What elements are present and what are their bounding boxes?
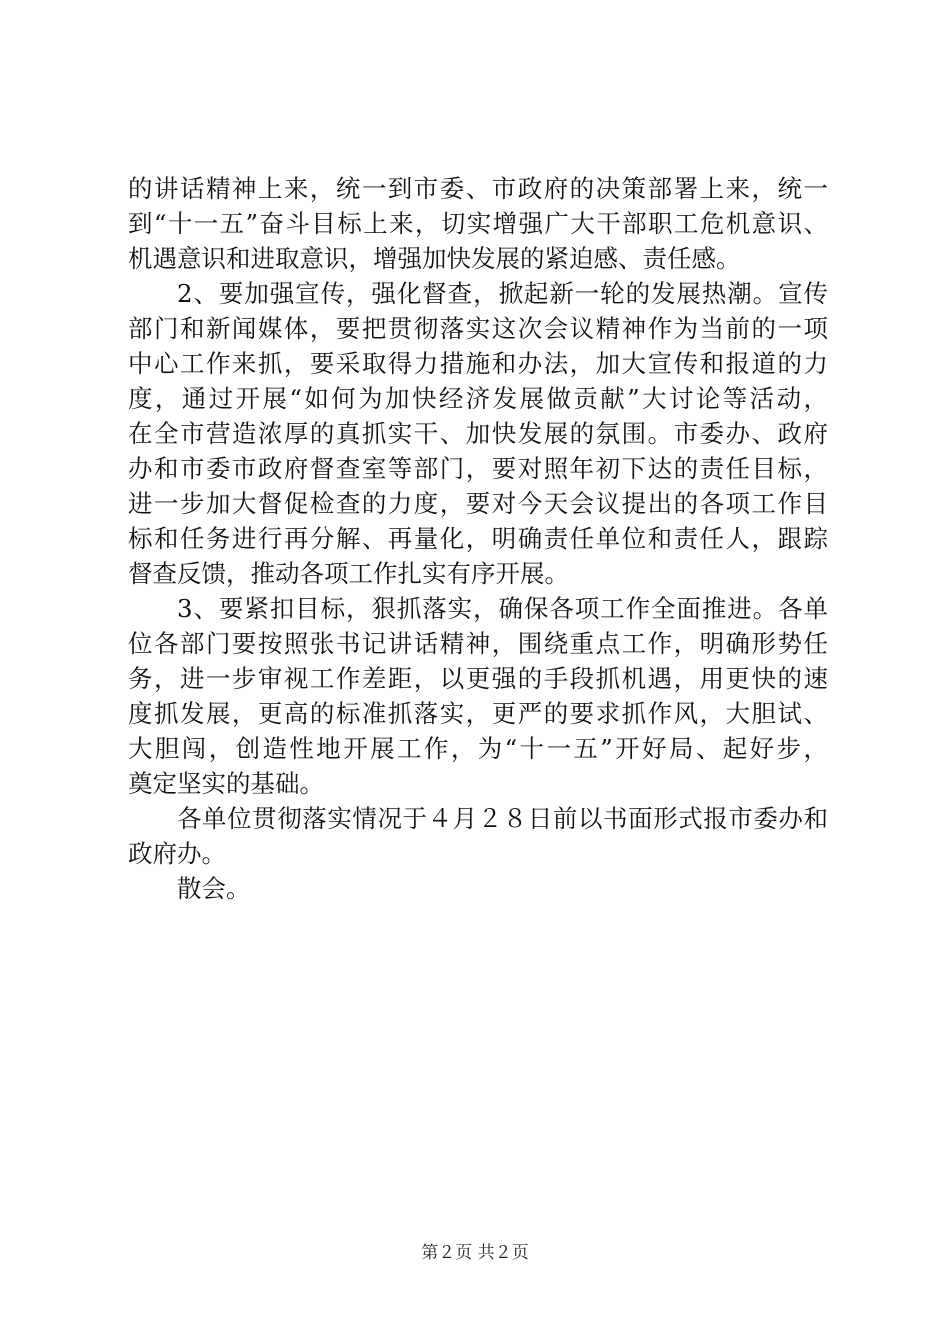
text-line: 标和任务进行再分解、再量化，明确责任单位和责任人，跟踪 [128, 524, 828, 553]
text-line: 位各部门要按照张书记讲话精神，围绕重点工作，明确形势任 [128, 629, 828, 658]
text-line: 度抓发展，更高的标准抓落实，更严的要求抓作风，大胆试、 [128, 699, 828, 728]
closing-line: 散会。 [177, 874, 251, 903]
document-body [128, 171, 828, 906]
reporting-deadline-line: 各单位贯彻落实情况于４月２８日前以书面形式报市委办和 [177, 804, 828, 833]
paragraph-2-start: 2、要加强宣传，强化督查，掀起新一轮的发展热潮。宣传 [177, 279, 828, 308]
text-line: 部门和新闻媒体，要把贯彻落实这次会议精神作为当前的一项 [128, 314, 828, 343]
paragraph-3-start: 3、要紧扣目标，狠抓落实，确保各项工作全面推进。各单 [177, 594, 828, 623]
text-line: 督查反馈，推动各项工作扎实有序开展。 [128, 559, 569, 588]
text-line: 务，进一步审视工作差距，以更强的手段抓机遇，用更快的速 [128, 664, 828, 693]
text-line: 到“十一五”奋斗目标上来，切实增强广大干部职工危机意识、 [128, 209, 828, 238]
text-line: 在全市营造浓厚的真抓实干、加快发展的氛围。市委办、政府 [128, 419, 828, 448]
text-line: 政府办。 [128, 839, 226, 868]
text-line: 中心工作来抓，要采取得力措施和办法，加大宣传和报道的力 [128, 349, 828, 378]
text-line: 大胆闯，创造性地开展工作，为“十一五”开好局、起好步， [128, 734, 828, 763]
text-line: 奠定坚实的基础。 [128, 769, 324, 798]
text-line: 机遇意识和进取意识，增强加快发展的紧迫感、责任感。 [128, 244, 741, 273]
page-number-footer: 第２页 共２页 [421, 1243, 529, 1263]
text-line: 办和市委市政府督查室等部门，要对照年初下达的责任目标， [128, 454, 828, 483]
text-line: 进一步加大督促检查的力度，要对今天会议提出的各项工作目 [128, 489, 828, 518]
text-line: 度，通过开展“如何为加快经济发展做贡献”大讨论等活动， [128, 384, 828, 413]
text-line: 的讲话精神上来，统一到市委、市政府的决策部署上来，统一 [128, 174, 828, 203]
